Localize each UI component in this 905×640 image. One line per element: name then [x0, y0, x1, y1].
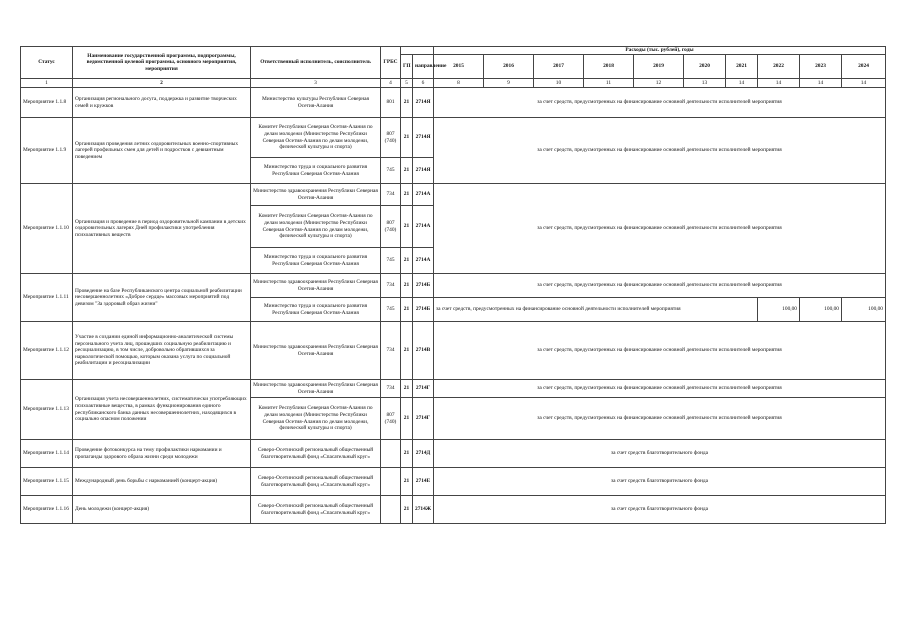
row-executor: Северо-Осетинский региональный общественный благотворительный фонд «Спасательный круг»: [251, 468, 381, 496]
row-grbs: [381, 496, 401, 524]
funding-note: за счет средств, предусмотренных на финансирование основной деятельности исполнителей мероприятия: [434, 184, 886, 274]
row-grbs: 807 (740): [381, 398, 401, 440]
funding-note: за счет средств, предусмотренных на финансирование основной деятельности исполнителей мероприятия: [434, 274, 886, 298]
header-year-2019: 2019: [634, 55, 684, 79]
row-gp: 21: [401, 184, 413, 206]
row-name: Организация учета несовершеннолетних, систематически употребляющих психоактивные вещества, в рамках функционирования единого республиканского банка данных несовершеннолетних, находящихся в социально опасном положении: [73, 380, 251, 440]
row-direction: 2714Я: [413, 158, 434, 184]
row-executor: Министерство труда и социального развития Республики Северная Осетия-Алания: [251, 248, 381, 274]
row-executor: Комитет Республики Северная Осетия-Алания по делам молодежи (Министерство Республики Северная Осетия-Алания по делам молодежи, физической культуры и спорта): [251, 398, 381, 440]
row-gp: 21: [401, 206, 413, 248]
funding-note: за счет средств, предусмотренных на финансирование основной деятельности исполнителей мероприятия: [434, 322, 886, 380]
row-gp: 21: [401, 248, 413, 274]
table-row: [21, 468, 886, 496]
header-year-2015: 2015: [434, 55, 484, 79]
row-direction: 2714А: [413, 206, 434, 248]
row-grbs: [381, 468, 401, 496]
row-executor: Министерство здравоохранения Республики Северная Осетия-Алания: [251, 184, 381, 206]
funding-note: за счет средств, предусмотренных на финансирование основной деятельности исполнителей мероприятия: [434, 118, 886, 184]
row-gp: 21: [401, 322, 413, 380]
row-executor: Министерство здравоохранения Республики Северная Осетия-Алания: [251, 322, 381, 380]
row-grbs: 734: [381, 322, 401, 380]
table-row: [21, 274, 886, 298]
header-year-2024: 2024: [842, 55, 886, 79]
funding-note: за счет средств, предусмотренных на финансирование основной деятельности исполнителей мероприятия: [434, 88, 886, 118]
row-gp: 21: [401, 496, 413, 524]
row-name: День молодежи (концерт-акция): [73, 496, 251, 524]
col-number: 13: [684, 79, 726, 88]
row-name: Организация проведения летних оздоровительных военно-спортивных лагерей профильных смен для детей и подростков с девиантным поведением: [73, 118, 251, 184]
row-grbs: 734: [381, 274, 401, 298]
row-gp: 21: [401, 380, 413, 398]
expenses-table: [20, 46, 886, 524]
row-name: Организация регионального досуга, поддержка и развитие творческих семей и кружков: [73, 88, 251, 118]
table-row: [21, 440, 886, 468]
col-number: 2: [73, 79, 251, 88]
header-year-2016: 2016: [484, 55, 534, 79]
row-gp: 21: [401, 88, 413, 118]
row-gp: 21: [401, 158, 413, 184]
row-direction: 2714А: [413, 184, 434, 206]
row-grbs: 745: [381, 158, 401, 184]
row-grbs: 745: [381, 248, 401, 274]
row-executor: Министерство труда и социального развития Республики Северная Осетия-Алания: [251, 158, 381, 184]
funding-note: за счет средств благотворительного фонда: [434, 440, 886, 468]
table-row: [21, 322, 886, 380]
col-number: 9: [484, 79, 534, 88]
row-name: Участие в создании единой информационно-аналитической системы персонального учета лиц, прошедших социальную реабилитацию и ресоциализацию, в том числе, добровольно обратившихся за наркологической помощью, которым оказана услуга по социальной реабилитации и ресоциализации: [73, 322, 251, 380]
row-status: Мероприятие 1.1.12: [21, 322, 73, 380]
col-number: 14: [726, 79, 758, 88]
table-row: [21, 118, 886, 158]
header-year-2023: 2023: [800, 55, 842, 79]
row-direction: 2714Ж: [413, 496, 434, 524]
table-row: [21, 88, 886, 118]
row-direction: 2714Г: [413, 380, 434, 398]
row-direction: 2714Д: [413, 440, 434, 468]
row-gp: 21: [401, 440, 413, 468]
row-executor: Комитет Республики Северная Осетия-Алания по делам молодежи (Министерство Республики Северная Осетия-Алания по делам молодежи, физической культуры и спорта): [251, 118, 381, 158]
value-2023: 100,00: [800, 298, 842, 322]
row-gp: 21: [401, 398, 413, 440]
row-grbs: 734: [381, 380, 401, 398]
row-direction: 2714Я: [413, 88, 434, 118]
value-2022: 100,00: [758, 298, 800, 322]
col-number: 10: [534, 79, 584, 88]
col-number: 12: [634, 79, 684, 88]
row-grbs: [381, 440, 401, 468]
row-direction: 2714А: [413, 248, 434, 274]
col-number: 11: [584, 79, 634, 88]
row-direction: 2714Я: [413, 118, 434, 158]
col-number: 4: [381, 79, 401, 88]
header-program-name: Наименование государственной программы, подпрограммы, ведомственной целевой программы, основного мероприятия, мероприятия: [73, 47, 251, 79]
row-direction: 2714Б: [413, 274, 434, 298]
row-name: Международный день борьбы с наркоманией (концерт-акция): [73, 468, 251, 496]
row-direction: 2714Е: [413, 468, 434, 496]
row-status: Мероприятие 1.1.11: [21, 274, 73, 322]
row-name: Проведение фотоконкурса на тему профилактики наркомании и пропаганды здорового образа жизни среди молодежи: [73, 440, 251, 468]
funding-note: за счет средств благотворительного фонда: [434, 468, 886, 496]
row-status: Мероприятие 1.1.13: [21, 380, 73, 440]
funding-note: за счет средств, предусмотренных на финансирование основной деятельности исполнителей мероприятия: [434, 298, 758, 322]
row-status: Мероприятие 1.1.16: [21, 496, 73, 524]
header-year-2020: 2020: [684, 55, 726, 79]
header-year-2021: 2021: [726, 55, 758, 79]
row-direction: 2714Г: [413, 398, 434, 440]
table-row: [21, 380, 886, 398]
row-grbs: 807 (740): [381, 118, 401, 158]
header-year-2018: 2018: [584, 55, 634, 79]
funding-note: за счет средств благотворительного фонда: [434, 496, 886, 524]
row-grbs: 745: [381, 298, 401, 322]
col-number: 8: [434, 79, 484, 88]
row-executor: Министерство культуры Республики Северная Осетия-Алания: [251, 88, 381, 118]
table-row: [21, 184, 886, 206]
col-number: 3: [251, 79, 381, 88]
row-executor: Северо-Осетинский региональный общественный благотворительный фонд «Спасательный круг»: [251, 440, 381, 468]
header-year-2017: 2017: [534, 55, 584, 79]
row-executor: Министерство здравоохранения Республики Северная Осетия-Алания: [251, 380, 381, 398]
funding-note: за счет средств, предусмотренных на финансирование основной деятельности исполнителей мероприятия: [434, 380, 886, 398]
table-row: [21, 496, 886, 524]
col-number: 14: [842, 79, 886, 88]
row-grbs: 801: [381, 88, 401, 118]
col-number: 14: [800, 79, 842, 88]
row-status: Мероприятие 1.1.14: [21, 440, 73, 468]
col-number: 1: [21, 79, 73, 88]
row-name: Организация и проведение в период оздоровительной кампании в детских оздоровительных лагерях Дней профилактики употребления психоактивных веществ: [73, 184, 251, 274]
row-direction: 2714В: [413, 322, 434, 380]
header-expenses: Расходы (тыс. рублей), годы: [434, 47, 886, 55]
row-gp: 21: [401, 468, 413, 496]
row-gp: 21: [401, 118, 413, 158]
row-gp: 21: [401, 274, 413, 298]
row-direction: 2714Б: [413, 298, 434, 322]
row-executor: Министерство труда и социального развития Республики Северная Осетия-Алания: [251, 298, 381, 322]
column-numbers-row: [21, 79, 886, 88]
header-grbs: ГРБС: [381, 47, 401, 79]
header-direction: направление: [413, 55, 434, 79]
row-status: Мероприятие 1.1.9: [21, 118, 73, 184]
row-executor: Комитет Республики Северная Осетия-Алания по делам молодежи (Министерство Республики Северная Осетия-Алания по делам молодежи, физической культуры и спорта): [251, 206, 381, 248]
row-grbs: 807 (740): [381, 206, 401, 248]
col-number: 6: [413, 79, 434, 88]
row-executor: Министерство здравоохранения Республики Северная Осетия-Алания: [251, 274, 381, 298]
value-2024: 100,00: [842, 298, 886, 322]
header-executor: Ответственный исполнитель, соисполнитель: [251, 47, 381, 79]
row-status: Мероприятие 1.1.15: [21, 468, 73, 496]
row-name: Проведение на базе Республиканского центра социальной реабилитации несовершеннолетних «Доброе сердце» массовых мероприятий под девизом "За здоровый образ жизни": [73, 274, 251, 322]
funding-note: за счет средств, предусмотренных на финансирование основной деятельности исполнителей мероприятия: [434, 398, 886, 440]
row-executor: Северо-Осетинский региональный общественный благотворительный фонд «Спасательный круг»: [251, 496, 381, 524]
header-status: Статус: [21, 47, 73, 79]
row-gp: 21: [401, 298, 413, 322]
row-status: Мероприятие 1.1.8: [21, 88, 73, 118]
header-year-2022: 2022: [758, 55, 800, 79]
col-number: 14: [758, 79, 800, 88]
header-gp: ГП: [401, 55, 413, 79]
row-status: Мероприятие 1.1.10: [21, 184, 73, 274]
col-number: 5: [401, 79, 413, 88]
row-grbs: 734: [381, 184, 401, 206]
